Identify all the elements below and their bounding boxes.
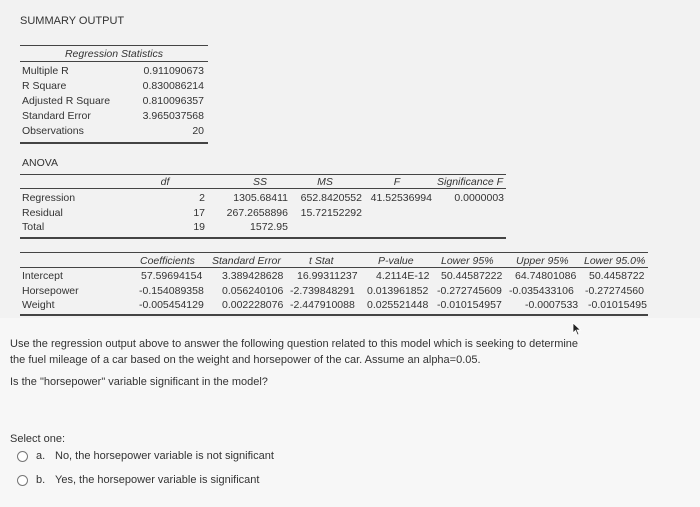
- coef-header-lo95: Lower 95%: [441, 255, 494, 267]
- stat-value: 0.810096357: [142, 95, 204, 107]
- anova-ms: 15.72152292: [300, 207, 362, 219]
- coef-se: 0.056240106: [222, 285, 284, 297]
- anova-header-f: F: [393, 176, 401, 188]
- coef-rule-header: [20, 267, 648, 268]
- coef-value: -0.005454129: [139, 299, 204, 311]
- anova-ss: 1305.68411: [233, 192, 288, 204]
- coef-value: 57.59694154: [141, 270, 203, 282]
- coef-lo95b: -0.27274560: [585, 285, 644, 297]
- question-text-line-2: the fuel mileage of a car based on the weight and horsepower of the car. Assume an alpha=0.05.: [10, 354, 481, 366]
- coef-lo95: -0.272745609: [437, 285, 502, 297]
- option-a-text[interactable]: No, the horsepower variable is not significant: [55, 450, 274, 462]
- coef-row-label: Horsepower: [22, 285, 79, 297]
- option-b-text[interactable]: Yes, the horsepower variable is significant: [55, 474, 260, 486]
- option-a-letter: a.: [36, 450, 46, 462]
- coef-lo95: -0.010154957: [437, 299, 502, 311]
- coef-value: -0.154089358: [139, 285, 204, 297]
- anova-ss: 1572.95: [250, 221, 288, 233]
- anova-df: 19: [193, 221, 205, 233]
- coef-up95: -0.035433106: [509, 285, 574, 297]
- coef-row-label: Intercept: [22, 270, 63, 282]
- anova-rule-top: [20, 174, 506, 175]
- radio-option-b[interactable]: [17, 475, 28, 486]
- select-one-label: Select one:: [10, 433, 66, 445]
- coef-t: -2.447910088: [290, 299, 355, 311]
- radio-option-a[interactable]: [17, 451, 28, 462]
- summary-title: SUMMARY OUTPUT: [20, 15, 125, 27]
- coef-header-up95: Upper 95%: [516, 255, 569, 267]
- coef-t: -2.739848291: [290, 285, 355, 297]
- coef-se: 0.002228076: [222, 299, 284, 311]
- anova-header-ms: MS: [317, 176, 333, 188]
- coef-header-lo95b: Lower 95.0%: [584, 255, 646, 267]
- anova-ms: 652.8420552: [300, 192, 362, 204]
- coef-lo95b: -0.01015495: [588, 299, 647, 311]
- rule-bottom: [20, 142, 208, 144]
- coef-header-se: Standard Error: [212, 255, 281, 267]
- anova-header-df: df: [160, 176, 170, 188]
- anova-sigf: 0.0000003: [454, 192, 504, 204]
- coef-header-coef: Coefficients: [140, 255, 195, 267]
- stat-label: Standard Error: [22, 110, 91, 122]
- anova-df: 17: [193, 207, 205, 219]
- coef-header-t: t Stat: [309, 255, 334, 267]
- anova-title: ANOVA: [22, 157, 58, 169]
- coef-p: 4.2114E-12: [376, 270, 430, 282]
- stat-value: 0.911090673: [143, 65, 204, 77]
- coef-se: 3.389428628: [222, 270, 284, 282]
- coef-lo95: 50.44587222: [441, 270, 503, 282]
- coef-up95: -0.0007533: [525, 299, 579, 311]
- stat-label: R Square: [22, 80, 67, 92]
- coef-row-label: Weight: [22, 299, 55, 311]
- anova-rule-bottom: [20, 237, 506, 239]
- mouse-cursor-icon: [572, 322, 582, 336]
- coef-t: 16.99311237: [297, 270, 358, 282]
- stat-value: 3.965037568: [142, 110, 204, 122]
- anova-row-label: Residual: [22, 207, 63, 219]
- stat-label: Observations: [22, 125, 84, 137]
- coef-up95: 64.74801086: [515, 270, 577, 282]
- coef-rule-top: [20, 252, 648, 253]
- rule-top: [20, 45, 208, 46]
- anova-header-ss: SS: [252, 176, 267, 188]
- stat-value: 20: [192, 125, 204, 137]
- option-b-letter: b.: [36, 474, 46, 486]
- question-text-line-1: Use the regression output above to answer the following question related to this model which is seeking to determine: [10, 338, 579, 350]
- anova-header-sigf: Significance F: [437, 176, 503, 188]
- anova-row-label: Total: [22, 221, 45, 233]
- coef-rule-bottom: [20, 314, 648, 316]
- anova-row-label: Regression: [22, 192, 76, 204]
- rule-header: [20, 61, 208, 62]
- coef-p: 0.013961852: [367, 285, 429, 297]
- coef-lo95b: 50.4458722: [589, 270, 645, 282]
- anova-rule-header: [20, 188, 506, 189]
- anova-f: 41.52536994: [370, 192, 432, 204]
- anova-df: 2: [199, 192, 205, 204]
- regression-statistics-header: Regression Statistics: [64, 48, 164, 60]
- stat-label: Adjusted R Square: [22, 95, 111, 107]
- question-prompt: Is the "horsepower" variable significant in the model?: [10, 376, 268, 388]
- anova-ss: 267.2658896: [226, 207, 288, 219]
- coef-p: 0.025521448: [367, 299, 429, 311]
- stat-value: 0.830086214: [142, 80, 204, 92]
- coef-header-p: P-value: [378, 255, 414, 267]
- stat-label: Multiple R: [22, 65, 69, 77]
